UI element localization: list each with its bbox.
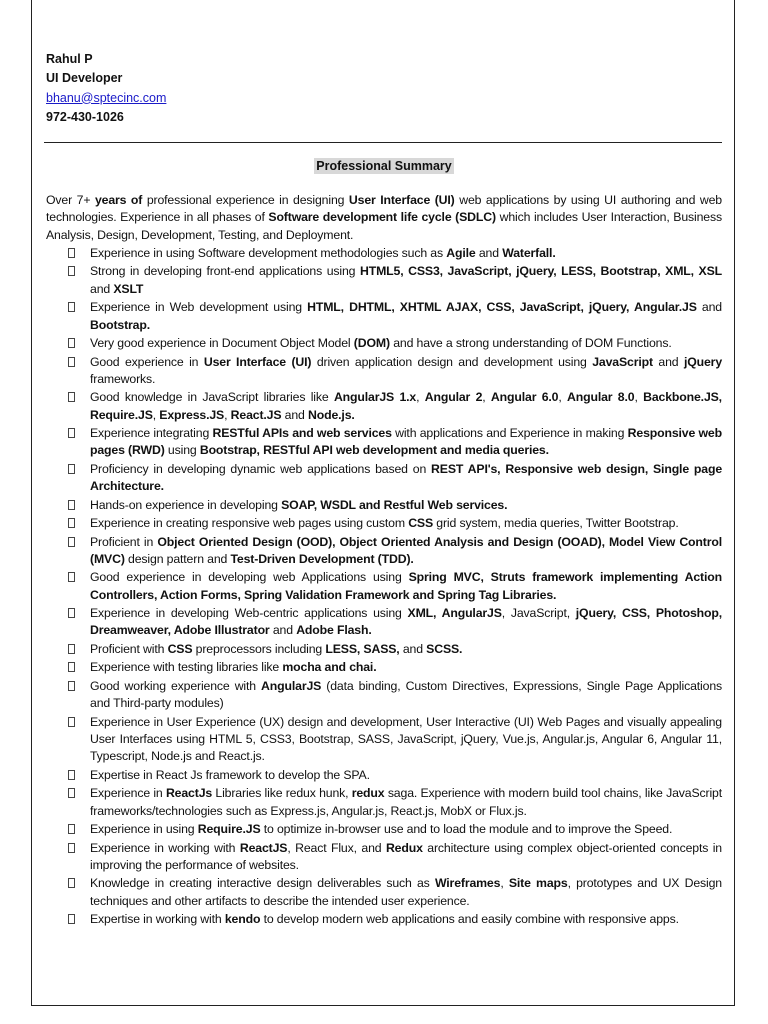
bullet-glyph-icon: [68, 843, 75, 853]
text-run: Experience in User Experience (UX) design and development, User Interactive (UI) Web Pages and visually appealing User Interfaces using HTML 5, CSS3, Bootstrap, SASS, JavaScript, jQuery, Vue.js, Angular.js, Angular 6, Angular 11, Typescript, Node.js and React.js.: [90, 714, 722, 764]
candidate-role: UI Developer: [46, 71, 123, 86]
list-item: [46, 821, 722, 838]
bold-text: Angular 8.0: [567, 390, 635, 405]
text-run: ,: [634, 390, 644, 405]
bold-text: Responsive web pages (RWD): [90, 426, 722, 458]
list-item: [46, 659, 722, 676]
list-item: [46, 605, 722, 640]
bullet-glyph-icon: [68, 608, 75, 618]
bold-text: JavaScript: [592, 354, 653, 369]
bold-text: Waterfall.: [502, 246, 556, 260]
bullet-glyph-icon: [68, 914, 75, 924]
text-run: saga. Experience with modern build tool chains, like JavaScript frameworks/technologies such as Express.js, Angular.js, React.js, MobX or Flux.js.: [90, 786, 722, 818]
list-item: [46, 911, 722, 928]
email-link[interactable]: bhanu@sptecinc.com: [46, 90, 167, 105]
bold-text: React.JS: [230, 407, 282, 422]
bold-text: ReactJS: [239, 840, 288, 855]
text-run: Hands-on experience in developing: [90, 497, 282, 512]
text-run: Very good experience in Document Object Model: [90, 336, 354, 351]
summary-paragraph: [46, 192, 722, 244]
text-run: Experience in: [90, 786, 166, 801]
bold-text: Express.JS: [159, 407, 225, 422]
text-run: Experience in working with: [90, 840, 240, 855]
text-run: Expertise in working with: [90, 912, 225, 927]
bold-text: Wireframes: [434, 876, 501, 891]
bold-text: HTML5, CSS3, JavaScript, jQuery, LESS, Bootstrap, XML, XSL: [359, 264, 723, 279]
bold-text: LESS, SASS,: [325, 641, 400, 656]
text-run: with applications and Experience in making: [391, 426, 628, 441]
list-item: [46, 299, 722, 334]
text-run: Experience in developing Web-centric applications using: [90, 606, 408, 621]
text-run: frameworks.: [90, 371, 156, 386]
list-item: [46, 263, 722, 298]
text-run: ,: [224, 407, 231, 422]
text-run: Knowledge in creating interactive design deliverables such as: [90, 876, 435, 891]
bold-text: (DOM): [353, 336, 390, 351]
text-run: , React Flux, and: [287, 840, 386, 855]
list-item: [46, 678, 722, 713]
text-run: preprocessors including: [192, 641, 326, 656]
text-run: Good experience in developing web Applications using: [90, 570, 409, 585]
text-run: Expertise in React Js framework to develop the SPA.: [90, 767, 370, 782]
bullet-glyph-icon: [68, 662, 75, 672]
text-run: , prototypes and UX Design techniques and other artifacts to describe the intended user experience.: [90, 876, 722, 908]
bold-text: AngularJS: [261, 678, 322, 693]
bullet-glyph-icon: [68, 644, 75, 654]
bold-text: SOAP, WSDL and Restful Web services.: [281, 497, 508, 512]
text-run: Experience in using Software development methodologies such as: [90, 246, 447, 260]
bold-text: CSS: [167, 641, 193, 656]
text-run: Experience in using: [90, 822, 198, 837]
bold-text: Angular 6.0: [490, 390, 559, 405]
text-run: ,: [500, 876, 509, 891]
list-item: [46, 785, 722, 820]
section-title: Professional Summary: [316, 159, 452, 173]
text-run: design pattern and: [124, 551, 231, 566]
bold-text: REST API's, Responsive web design, Single page Architecture.: [90, 461, 723, 494]
bold-text: User Interface (UI): [203, 354, 312, 369]
text-run: driven application design and development using: [311, 354, 593, 369]
text-run: Good working experience with: [90, 678, 262, 693]
bold-text: Backbone.JS, Require.JS: [90, 390, 722, 422]
text-run: Experience integrating: [90, 426, 213, 441]
bullet-glyph-icon: [68, 518, 75, 528]
text-run: grid system, media queries, Twitter Bootstrap.: [433, 516, 679, 531]
text-run: Proficiency in developing dynamic web applications based on: [90, 461, 432, 476]
bold-text: XSLT: [113, 281, 144, 296]
bullet-glyph-icon: [68, 266, 75, 276]
bold-text: Node.js.: [308, 407, 355, 422]
text-run: and: [652, 354, 684, 369]
bold-text: redux: [351, 786, 385, 801]
text-run: Strong in developing front-end applications using: [90, 264, 360, 279]
phone-number: 972-430-1026: [46, 109, 124, 124]
list-item: [46, 354, 722, 389]
list-item: [46, 534, 722, 569]
candidate-name: Rahul P: [46, 52, 93, 66]
text-run: to develop modern web applications and easily combine with responsive apps.: [260, 912, 679, 927]
bold-text: jQuery, CSS, Photoshop, Dreamweaver, Adobe Illustrator: [90, 606, 722, 638]
summary-bullet-list: [46, 245, 722, 930]
text-run: Experience in Web development using: [90, 300, 308, 315]
bold-text: jQuery: [683, 354, 723, 369]
text-run: and: [475, 246, 503, 260]
text-run: Experience with testing libraries like: [90, 660, 283, 675]
text-run: , JavaScript,: [501, 606, 576, 621]
header-divider: [44, 142, 722, 143]
bullet-glyph-icon: [68, 500, 75, 510]
list-item: [46, 335, 722, 352]
resume-header: [46, 50, 166, 127]
text-run: Experience in creating responsive web pages using custom: [90, 516, 409, 531]
bold-text: Angular 2: [424, 390, 483, 405]
bullet-glyph-icon: [68, 302, 75, 312]
list-item: [46, 714, 722, 766]
bullet-glyph-icon: [68, 537, 75, 547]
text-run: ,: [482, 390, 491, 405]
bold-text: kendo: [224, 912, 261, 927]
bullet-glyph-icon: [68, 824, 75, 834]
list-item: [46, 767, 722, 784]
text-run: and: [90, 281, 114, 296]
text-run: web applications by using UI authoring and web technologies. Experience in all phases of: [46, 193, 722, 225]
bold-text: Redux: [385, 840, 423, 855]
bullet-glyph-icon: [68, 357, 75, 367]
bold-text: Agile: [446, 246, 476, 260]
list-item: [46, 425, 722, 460]
list-item: [46, 569, 722, 604]
list-item: [46, 641, 722, 658]
bullet-glyph-icon: [68, 464, 75, 474]
text-run: and: [399, 641, 427, 656]
bold-text: HTML, DHTML, XHTML AJAX, CSS, JavaScript, jQuery, Angular.JS: [307, 300, 697, 315]
text-run: using: [164, 443, 200, 458]
text-run: Over 7+: [46, 193, 95, 207]
bold-text: Require.JS: [197, 822, 261, 837]
bold-text: Bootstrap, RESTful API web development and media queries.: [199, 443, 549, 458]
text-run: ,: [416, 390, 425, 405]
bold-text: Bootstrap.: [90, 317, 150, 332]
text-run: and: [696, 300, 722, 315]
bold-text: mocha and chai.: [282, 660, 377, 675]
bullet-glyph-icon: [68, 717, 75, 727]
bold-text: SCSS.: [426, 641, 463, 656]
bold-text: Object Oriented Design (OOD), Object Oriented Analysis and Design (OOAD), Model View Control (MVC): [90, 534, 722, 566]
bold-text: ReactJs: [165, 786, 213, 801]
bullet-glyph-icon: [68, 392, 75, 402]
bold-text: User Interface (UI): [348, 193, 455, 207]
text-run: and: [281, 407, 309, 422]
text-run: Proficient with: [90, 641, 168, 656]
bullet-glyph-icon: [68, 572, 75, 582]
text-run: Proficient in: [90, 534, 158, 549]
bold-text: AngularJS 1.x: [333, 390, 417, 405]
bullet-glyph-icon: [68, 338, 75, 348]
bold-text: RESTful APIs and web services: [212, 426, 392, 441]
bold-text: Software development life cycle (SDLC): [268, 210, 496, 225]
list-item: [46, 840, 722, 875]
list-item: [46, 245, 722, 262]
bullet-glyph-icon: [68, 681, 75, 691]
bold-text: Adobe Flash.: [296, 623, 372, 638]
text-run: ,: [152, 407, 160, 422]
text-run: and have a strong understanding of DOM Functions.: [389, 336, 672, 351]
bullet-glyph-icon: [68, 878, 75, 888]
bullet-glyph-icon: [68, 248, 75, 258]
list-item: [46, 461, 722, 496]
bold-text: XML, AngularJS: [407, 606, 502, 621]
section-heading: [0, 157, 768, 175]
bullet-glyph-icon: [68, 428, 75, 438]
text-run: professional experience in designing: [142, 193, 349, 207]
text-run: Good knowledge in JavaScript libraries like: [90, 390, 334, 405]
text-run: to optimize in-browser use and to load the module and to improve the Speed.: [260, 822, 673, 837]
bullet-glyph-icon: [68, 788, 75, 798]
bold-text: Test-Driven Development (TDD).: [230, 551, 414, 566]
text-run: which includes User Interaction, Business Analysis, Design, Development, Testing, and Deployment.: [46, 210, 722, 242]
list-item: [46, 875, 722, 910]
bold-text: CSS: [408, 516, 434, 531]
text-run: (data binding, Custom Directives, Expressions, Single Page Applications and Third-party modules): [90, 678, 723, 711]
bold-text: Spring MVC, Struts framework implementing Action Controllers, Action Forms, Spring Validation Framework and Spring Tag Libraries.: [90, 570, 722, 602]
text-run: and: [269, 623, 297, 638]
bullet-glyph-icon: [68, 770, 75, 780]
text-run: Good experience in: [90, 354, 204, 369]
list-item: [46, 515, 722, 532]
list-item: [46, 389, 722, 424]
text-run: architecture using complex object-oriented concepts in improving the performance of websites.: [90, 840, 722, 872]
text-run: Libraries like redux hunk,: [212, 786, 352, 801]
list-item: [46, 497, 722, 514]
text-run: ,: [558, 390, 568, 405]
bold-text: years of: [94, 193, 143, 207]
bold-text: Site maps: [508, 876, 568, 891]
